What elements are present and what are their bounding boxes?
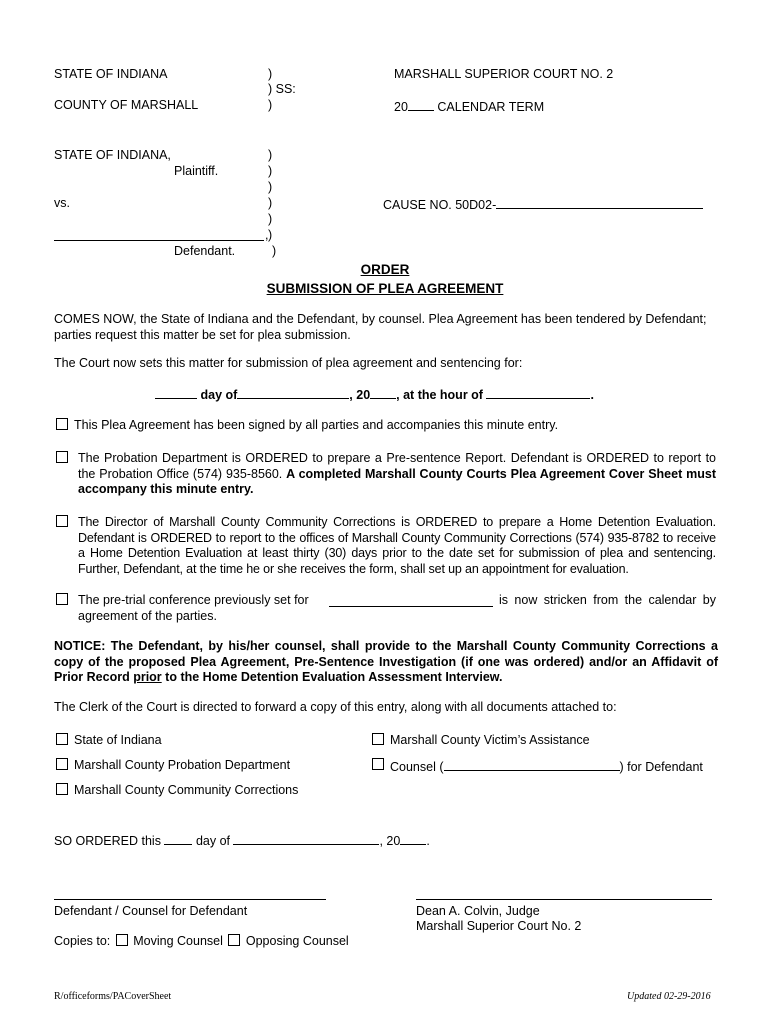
court-name: MARSHALL SUPERIOR COURT NO. 2: [394, 67, 614, 81]
hearing-year-blank[interactable]: [370, 386, 396, 399]
party-paren: ): [268, 212, 273, 226]
probation-bold-text: A completed Marshall County Courts Plea Agreement Cover Sheet must accompany this minute entry.: [78, 466, 716, 496]
so-ordered-period: .: [426, 834, 430, 848]
counsel-name-blank[interactable]: [444, 758, 620, 771]
opposing-counsel-label: Opposing Counsel: [245, 934, 349, 948]
period-label: .: [590, 388, 594, 402]
caption-paren: ): [268, 67, 273, 81]
moving-counsel-label: Moving Counsel: [133, 934, 223, 948]
plaintiff-label: Plaintiff.: [174, 164, 219, 178]
probation-dist-checkbox[interactable]: [56, 758, 68, 770]
so-ordered-day-blank[interactable]: [164, 832, 192, 845]
defendant-comma: ,: [265, 228, 269, 242]
state-checkbox[interactable]: [56, 733, 68, 745]
pretrial-checkbox[interactable]: [56, 593, 68, 605]
comma-20-label: , 20: [349, 388, 371, 402]
counsel-line: [390, 758, 703, 775]
moving-counsel-checkbox[interactable]: [116, 934, 128, 946]
day-of-label: day of: [200, 388, 238, 402]
order-title: ORDER: [360, 262, 410, 277]
judge-name: Dean A. Colvin, Judge: [416, 904, 540, 918]
calendar-term: [394, 98, 544, 115]
distribution-intro: The Clerk of the Court is directed to forward a copy of this entry, along with all documents attached to:: [54, 700, 617, 714]
so-ordered-day-of: day of: [195, 834, 230, 848]
notice-text-a: NOTICE: The Defendant, by his/her counsel, shall provide to the Marshall County Community Corrections a copy of the proposed Plea Agreement, Pre-Sentence Investigation (if one was ordered) and/or an Affidavit of Prior Record: [54, 639, 718, 684]
corrections-label: Marshall County Community Corrections: [74, 783, 299, 797]
party-paren: ): [268, 180, 273, 194]
counsel-checkbox[interactable]: [372, 758, 384, 770]
so-ordered-20: , 20: [379, 834, 401, 848]
comes-now-paragraph: COMES NOW, the State of Indiana and the Defendant, by counsel. Plea Agreement has been tendered by Defendant; parties request this matter be set for plea submission.: [54, 312, 707, 342]
corrections-dist-checkbox[interactable]: [56, 783, 68, 795]
party-paren: ): [268, 196, 273, 210]
caption-paren: ): [268, 98, 273, 112]
probation-text: The Probation Department is ORDERED to prepare a Pre-sentence Report. Defendant is ORDERED to report to the Probation Office (574) 935-8560.: [78, 451, 716, 481]
cause-number-blank[interactable]: [496, 196, 703, 209]
term-label: CALENDAR TERM: [437, 100, 545, 114]
party-paren: ): [272, 244, 277, 258]
copies-to-label: Copies to:: [54, 934, 111, 948]
hearing-hour-blank[interactable]: [486, 386, 590, 399]
order-subtitle: SUBMISSION OF PLEA AGREEMENT: [266, 281, 504, 296]
hour-label: , at the hour of: [396, 388, 483, 402]
term-prefix: 20: [394, 100, 408, 114]
cause-label: CAUSE NO. 50D02-: [383, 198, 497, 212]
copies-to-line: [54, 934, 349, 949]
corrections-checkbox[interactable]: [56, 515, 68, 527]
corrections-option: The Director of Marshall County Community Corrections is ORDERED to prepare a Home Detention Evaluation. Defendant is ORDERED to report to the offices of Marshall County Community Corrections (574) 935-8782 to receive a Home Detention Evaluation at least thirty (30) days prior to the date set for submission of plea and sentencing. Further, Defendant, at the time he or she receives the form, shall set up an appointment for evaluation.: [78, 515, 716, 576]
probation-label: Marshall County Probation Department: [74, 758, 291, 772]
party-paren: ): [268, 148, 273, 162]
hearing-day-blank[interactable]: [155, 386, 197, 399]
pretrial-text-b: is now stricken from the calendar by agreement of the parties.: [78, 593, 716, 623]
so-ordered-year-blank[interactable]: [400, 832, 426, 845]
caption-county: COUNTY OF MARSHALL: [54, 98, 199, 112]
pretrial-text-a: The pre-trial conference previously set for: [78, 593, 309, 607]
defendant-name-line[interactable]: [54, 240, 264, 241]
court-sets-paragraph: The Court now sets this matter for submission of plea agreement and sentencing for:: [54, 356, 523, 370]
defendant-signature-label: Defendant / Counsel for Defendant: [54, 904, 248, 918]
victims-label: Marshall County Victim’s Assistance: [390, 733, 590, 747]
so-ordered-label: SO ORDERED this: [54, 834, 161, 848]
defendant-signature-line[interactable]: [54, 899, 326, 900]
so-ordered-line: [54, 832, 430, 849]
caption-state: STATE OF INDIANA: [54, 67, 168, 81]
footer-path: R/officeforms/PACoverSheet: [54, 991, 172, 1002]
notice-text-b: to the Home Detention Evaluation Assessment Interview.: [165, 670, 503, 684]
notice-prior: prior: [133, 670, 162, 684]
cause-number: [383, 196, 703, 213]
plaintiff-name: STATE OF INDIANA,: [54, 148, 171, 162]
judge-signature-line[interactable]: [416, 899, 712, 900]
vs-label: vs.: [54, 196, 70, 210]
signed-checkbox[interactable]: [56, 418, 68, 430]
probation-checkbox[interactable]: [56, 451, 68, 463]
opposing-counsel-checkbox[interactable]: [228, 934, 240, 946]
notice-paragraph: [54, 639, 718, 686]
victims-checkbox[interactable]: [372, 733, 384, 745]
hearing-date-line: [155, 386, 594, 403]
probation-option: [78, 451, 716, 498]
term-year-blank[interactable]: [408, 98, 434, 111]
judge-court: Marshall Superior Court No. 2: [416, 919, 582, 933]
so-ordered-month-blank[interactable]: [233, 832, 379, 845]
party-paren: ): [268, 228, 273, 242]
footer-updated: Updated 02-29-2016: [627, 991, 711, 1002]
caption-ss: ) SS:: [268, 82, 296, 96]
counsel-open: Counsel (: [390, 760, 444, 774]
signed-option: This Plea Agreement has been signed by all parties and accompanies this minute entry.: [74, 418, 559, 432]
defendant-label: Defendant.: [174, 244, 236, 258]
party-paren: ): [268, 164, 273, 178]
state-label: State of Indiana: [74, 733, 162, 747]
counsel-close: ) for Defendant: [619, 760, 703, 774]
hearing-month-blank[interactable]: [237, 386, 349, 399]
